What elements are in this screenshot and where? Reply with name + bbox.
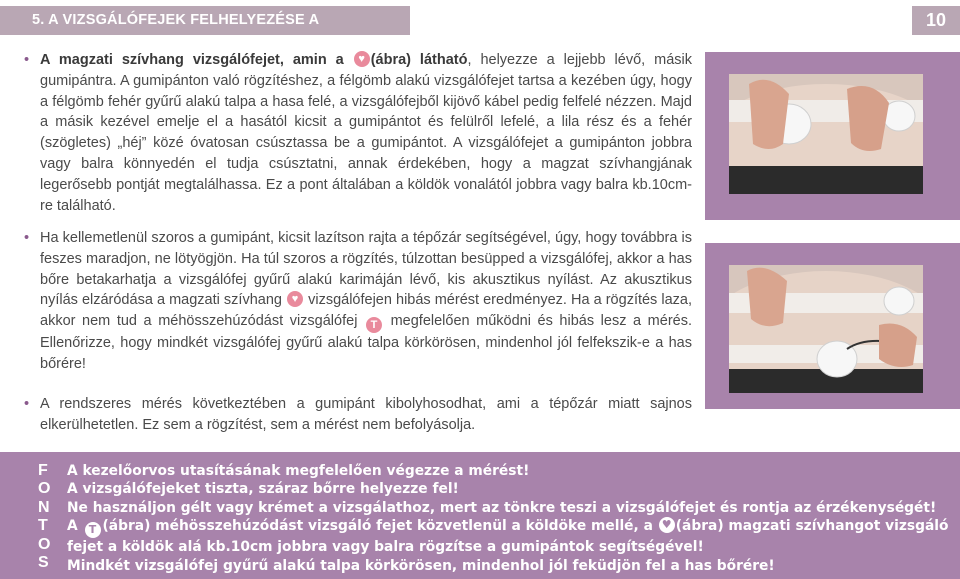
photo-belt-fitted bbox=[729, 265, 923, 393]
warning-line: Mindkét vizsgálófej gyűrű alakú talpa körkörösen, mindenhol jól feküdjön fel a has bőrére! bbox=[67, 557, 775, 574]
heart-icon bbox=[659, 517, 675, 533]
warnings-list bbox=[67, 462, 949, 575]
warning-line bbox=[67, 517, 949, 538]
acrostic-fontos bbox=[38, 462, 50, 572]
warning-line: A kezelőorvos utasításának megfelelően végezze a mérést! bbox=[67, 463, 530, 479]
heart-icon bbox=[287, 291, 303, 307]
warnings-box bbox=[0, 452, 960, 579]
belly-photo-illustration bbox=[729, 74, 923, 194]
paragraph2-part-c: megfelelően működni és hibás lesz a mérés. Ellenőrizze, hogy mindkét vizsgálófej gyűrű alakú talpa körkörösen, mindenhol jól felfekszik-e a has bőrére! bbox=[40, 313, 692, 372]
acrostic-letter: F bbox=[38, 462, 48, 479]
warning-line: Ne használjon gélt vagy krémet a vizsgálathoz, mert az tönkre teszi a vizsgálófejet és rontja az érzékenységét! bbox=[67, 499, 937, 516]
paragraph2-part-a: Ha kellemetlenül szoros a gumipánt, kicsit lazítson rajta a tépőzár segítségével, úgy, hogy továbbra is feszes maradjon, ne lötyögjön. Ha túl szoros a rögzítés, túlzottan besüpped a vizsgálófej, akkor a has bőre betakarhatja a vizsgálófej gyűrű alakú karimáján lévő, kis akusztikus nyílást. Az akusztikus nyílás elzáródása a magzati szívhang bbox=[40, 230, 692, 309]
paragraph-belt-wear bbox=[24, 394, 692, 436]
photo-frame-bottom bbox=[705, 243, 960, 409]
paragraph3-text: A rendszeres mérés következtében a gumipánt kibolyhosodhat, ami a tépőzár miatt sajnos elkerülhetetlen. Ez sem a rögzítést, sem a mérést nem befolyásolja. bbox=[40, 396, 692, 433]
warning-line: A vizsgálófejeket tiszta, száraz bőrre helyezze fel! bbox=[67, 481, 459, 498]
acrostic-letter: N bbox=[38, 498, 50, 516]
paragraph-probe-placement bbox=[24, 50, 692, 216]
t-icon: T bbox=[85, 522, 101, 538]
heart-icon bbox=[354, 51, 370, 67]
paragraph1-bold-b: (ábra) látható bbox=[370, 52, 468, 68]
paragraph2-part-b: vizsgálófejen hibás mérést eredményez. Ha a rögzítés laza, akkor nem tud a méhösszehúzódást vizsgálófej bbox=[40, 292, 693, 330]
paragraph-belt-tightness bbox=[24, 228, 692, 375]
acrostic-letter: T bbox=[38, 517, 48, 535]
section-title: 5. A VIZSGÁLÓFEJEK FELHELYEZÉSE A GUMIPÁNTRA bbox=[0, 6, 410, 35]
t-icon: T bbox=[366, 317, 382, 333]
warning-line4-c: (ábra) magzati szívhangot vizsgáló bbox=[675, 518, 949, 535]
acrostic-letter: S bbox=[38, 554, 49, 572]
page-number: 10 bbox=[912, 6, 960, 35]
warning-line4-b: (ábra) méhösszehúzódást vizsgáló fejet közvetlenül a köldöke mellé, a bbox=[102, 518, 653, 535]
warning-line: fejet a köldök alá kb.10cm jobbra vagy balra rögzítse a gumipántok segítségével! bbox=[67, 539, 704, 556]
warning-line4-a: A bbox=[67, 518, 78, 535]
belly-photo-illustration-2 bbox=[729, 265, 923, 393]
paragraph1-bold-a: A magzati szívhang vizsgálófejet, amin a bbox=[40, 52, 344, 68]
photo-belt-application bbox=[729, 74, 923, 194]
acrostic-letter: O bbox=[38, 535, 51, 553]
acrostic-letter: O bbox=[38, 480, 51, 498]
paragraph1-rest: , helyezze a lejjebb lévő, másik gumipántra. A gumipánton való rögzítéshez, a félgömb alakú vizsgálófejet tartsa a kezében úgy, hogy a félgömb fehér gyűrű alakú talpa a hasa felé, a vizsgálófejből kijövő kábel pedig felfelé nézzen. Majd a másik kezével emelje el a hasától kicsit a gumipántot és felülről lefelé, a lila rész és a fehér (szögletes) „héj” közé óvatosan csúsztassa be a gumipántot. A vizsgálófejet a gumipánton jobbra vagy balra könnyedén el tudja csúsztatni, annak érdekében, hogy a magzat szívhangjának legerősebb pontját megtalálhassa. Ez a pont általában a köldök vonalától jobbra vagy balra kb.10cm-re található. bbox=[40, 52, 692, 214]
photo-frame-top bbox=[705, 52, 960, 220]
